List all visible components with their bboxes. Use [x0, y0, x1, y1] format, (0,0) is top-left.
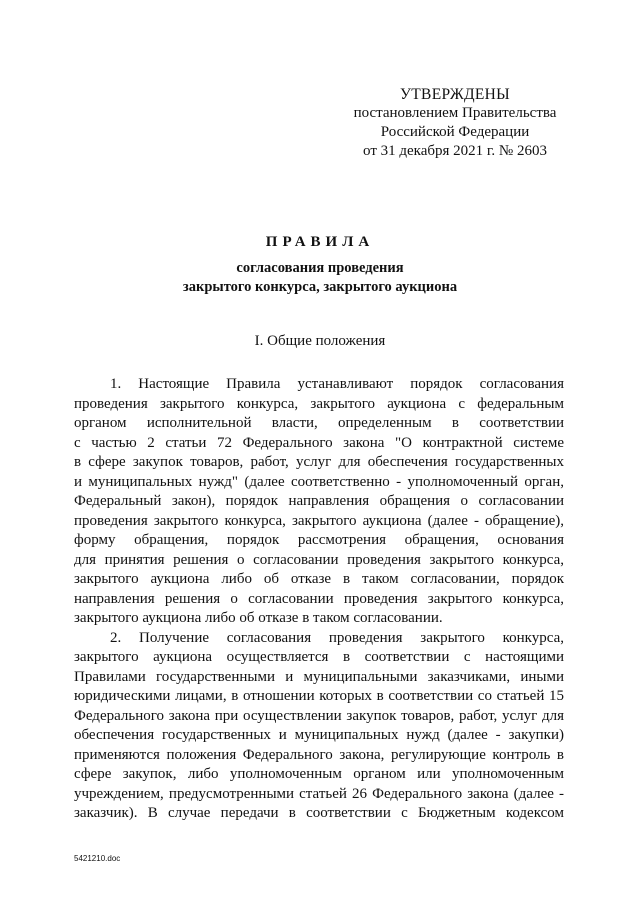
body-line: органом исполнительной власти, определенным в соответствии	[74, 415, 564, 431]
approval-line: от 31 декабря 2021 г. № 2603	[363, 143, 547, 159]
body-line: закрытого аукциона осуществляется в соответствии с настоящими	[74, 649, 564, 665]
document-body	[74, 375, 564, 824]
approval-line: постановлением Правительства	[353, 105, 557, 121]
body-line: проведения закрытого конкурса, закрытого аукциона (далее - обращение),	[74, 512, 564, 529]
body-line: форму обращения, порядок рассмотрения обращения, основания	[74, 532, 564, 548]
approval-block	[330, 85, 580, 161]
body-line: Правилами государственными и муниципальными заказчиками, иными	[74, 668, 564, 685]
body-line: обеспечения государственных и муниципальных нужд (далее - закупки)	[74, 727, 564, 743]
body-line: с частью 2 статьи 72 Федерального закона "О контрактной системе	[74, 434, 564, 451]
body-line: применяются положения Федерального закона, регулирующие контроль в	[74, 746, 564, 763]
section-heading: I. Общие положения	[254, 333, 386, 349]
body-line: проведения закрытого конкурса, закрытого аукциона с федеральным	[74, 395, 564, 412]
subtitle-line: закрытого конкурса, закрытого аукциона	[182, 279, 458, 295]
file-name-footer: 5421210.doc	[74, 854, 121, 863]
body-line: 2. Получение согласования проведения закрытого конкурса,	[110, 629, 564, 646]
body-line: учреждением, предусмотренными статьей 26 Федерального закона (далее -	[74, 785, 564, 802]
body-line: Федерального закона при осуществлении закупок товаров, работ, услуг для	[74, 707, 564, 724]
body-line: 1. Настоящие Правила устанавливают порядок согласования	[110, 376, 564, 392]
approval-line: Российской Федерации	[380, 124, 530, 140]
body-line: юридическими лицами, в отношении которых в соответствии со статьей 15	[74, 688, 564, 704]
body-line: Федеральный закон), порядок направления обращения о согласовании	[74, 493, 564, 509]
body-line: и муниципальных нужд" (далее соответственно - уполномоченный орган,	[74, 473, 564, 490]
body-line: заказчик). В случае передачи в соответствии с Бюджетным кодексом	[74, 805, 564, 821]
body-line: закрытого аукциона либо об отказе в таком согласовании, порядок	[74, 571, 564, 587]
body-line: в сфере закупок товаров, работ, услуг для обеспечения государственных	[74, 454, 564, 470]
document-subtitle	[0, 259, 640, 297]
body-line: сфере закупок, либо уполномоченным органом или уполномоченным	[74, 766, 564, 782]
subtitle-line: согласования проведения	[236, 260, 404, 276]
body-line: направления решения о согласовании проведения закрытого конкурса,	[74, 590, 564, 607]
body-line: для принятия решения о согласовании проведения закрытого конкурса,	[74, 551, 564, 568]
body-line: закрытого аукциона либо об отказе в таком согласовании.	[74, 610, 443, 626]
document-title: ПРАВИЛА	[265, 234, 375, 250]
approval-heading: УТВЕРЖДЕНЫ	[400, 86, 510, 103]
